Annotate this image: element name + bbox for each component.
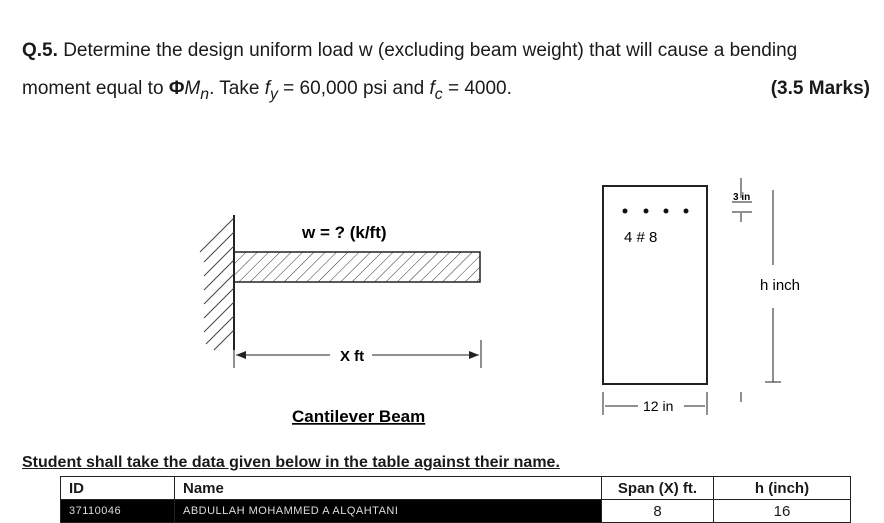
beam-caption: Cantilever Beam [292,407,426,426]
cell-h: 16 [714,500,851,523]
question-number: Q.5. [22,40,58,61]
arrowhead-left-icon [236,351,246,359]
span-label: X ft [340,348,365,365]
header-name: Name [175,477,602,500]
question-text-2b: . Take [209,78,265,99]
wall-hatching [200,218,234,350]
section-outline [603,186,707,384]
header-span: Span (X) ft. [602,477,714,500]
mn-symbol: M [184,78,201,99]
cell-id: 37110046 [61,500,175,523]
mn-subscript: n [200,85,210,103]
width-label: 12 in [643,398,674,414]
header-id: ID [61,477,175,500]
fy-subscript: y [269,85,278,103]
bars-label: 4 # 8 [624,229,658,246]
fy-value: = 60,000 psi and [277,78,430,99]
fc-subscript: c [434,85,443,103]
cover-label: 3 in [733,192,751,203]
fc-value: = 4000. [442,78,512,99]
cell-span: 8 [602,500,714,523]
table-row [61,500,851,523]
header-h: h (inch) [714,477,851,500]
table-header-row [61,477,851,500]
height-label: h inch [760,277,801,294]
beam-body [234,252,480,282]
instruction-note: Student shall take the data given below in the table against their name. [22,454,560,471]
cell-name: ABDULLAH MOHAMMED A ALQAHTANI [175,500,602,523]
phi-symbol: Φ [168,78,185,99]
marks-label: (3.5 Marks) [770,78,870,99]
arrowhead-right-icon [469,351,479,359]
student-data-table [60,476,851,523]
question-text-1: Determine the design uniform load w (excluding beam weight) that will cause a bending [63,40,798,61]
fc-symbol: f [429,78,435,99]
question-text-2a: moment equal to [22,78,169,99]
rebar-dots [623,209,689,214]
fy-symbol: f [264,78,270,99]
load-label: w = ? (k/ft) [302,223,387,242]
